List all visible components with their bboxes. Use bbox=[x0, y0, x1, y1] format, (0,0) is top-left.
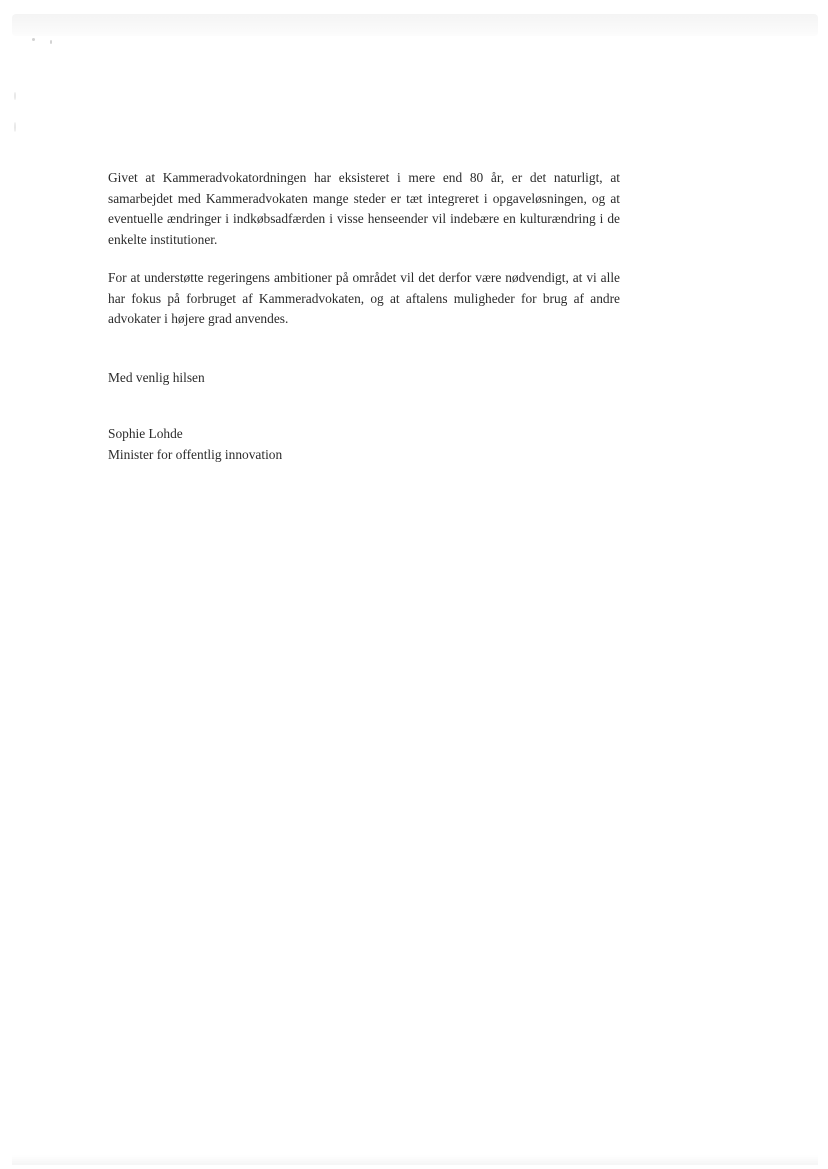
scan-speck bbox=[32, 38, 35, 41]
scan-speck bbox=[14, 122, 16, 132]
scan-top-edge bbox=[12, 14, 818, 36]
paragraph-1: Givet at Kammeradvokatordningen har eksisteret i mere end 80 år, er det naturligt, at samarbejdet med Kammeradvokaten mange steder er tæt integreret i opgaveløsningen, og at eventuelle ændringer i indkøbsadfærden i visse henseender vil indebære en kulturændring i de enkelte institutioner. bbox=[108, 170, 620, 247]
scan-speck bbox=[50, 40, 52, 44]
letter-body bbox=[108, 168, 620, 465]
signer-title: Minister for offentlig innovation bbox=[108, 446, 283, 462]
closing-salutation: Med venlig hilsen bbox=[108, 369, 205, 385]
scan-speck bbox=[14, 92, 16, 100]
paragraph-2: For at understøtte regeringens ambitioner på området vil det derfor være nødvendigt, at vi alle har fokus på forbruget af Kammeradvokaten, og at aftalens muligheder for brug af andre advokater i højere grad anvendes. bbox=[108, 270, 620, 326]
scan-bottom-edge bbox=[12, 1155, 818, 1165]
signer-name: Sophie Lohde bbox=[108, 426, 183, 441]
signature-block bbox=[108, 424, 620, 465]
